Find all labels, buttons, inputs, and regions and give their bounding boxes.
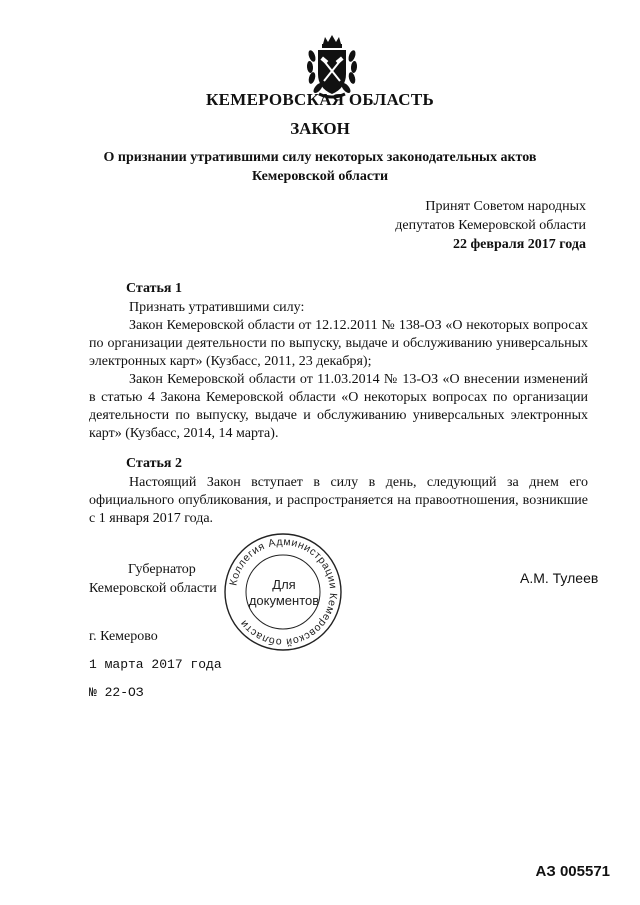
document-type: ЗАКОН	[290, 119, 350, 138]
signatory-name: А.М. Тулеев	[520, 570, 599, 586]
article-1-heading: Статья 1	[126, 281, 182, 296]
article-1-paragraph: Признать утратившими силу:	[129, 300, 305, 315]
region-heading: КЕМЕРОВСКАЯ ОБЛАСТЬ	[206, 90, 434, 109]
article-1-paragraph: Закон Кемеровской области от 12.12.2011 № 138-ОЗ «О некоторых вопросах по организации деятельности по выпуску, выдаче и обслуживанию универсальных электронных карт» (Кузбасс, 2011, 23 декабря);	[89, 318, 588, 369]
signatory-title-line-2: Кемеровской области	[89, 581, 217, 596]
adoption-line-1: Принят Советом народных	[425, 199, 586, 214]
stamp-center-line-1: Для	[272, 577, 296, 592]
adoption-date: 22 февраля 2017 года	[453, 237, 586, 252]
signing-date: 1 марта 2017 года	[89, 657, 222, 672]
law-title-line-2: Кемеровской области	[251, 169, 389, 184]
adoption-line-2: депутатов Кемеровской области	[395, 218, 586, 233]
law-title-line-1: О признании утратившими силу некоторых законодательных актов	[103, 150, 537, 165]
adoption-block	[286, 197, 586, 254]
stamp-center-line-2: документов	[248, 593, 320, 608]
city: г. Кемерово	[89, 629, 158, 644]
signatory-title-line-1: Губернатор	[128, 562, 196, 577]
law-title	[60, 148, 580, 186]
article-2-heading: Статья 2	[126, 456, 182, 471]
article-2-paragraph: Настоящий Закон вступает в силу в день, следующий за днем его официального опубликования, и распространяется на правоотношения, возникшие с 1 января 2017 года.	[89, 475, 588, 526]
stamp-center-text	[240, 577, 328, 609]
stamp-ring-text: Коллегия Администрации Кемеровской области	[227, 535, 340, 649]
serial-number: АЗ 005571	[535, 863, 610, 880]
law-number: № 22-ОЗ	[89, 685, 144, 700]
article-1-paragraph: Закон Кемеровской области от 11.03.2014 № 13-ОЗ «О внесении изменений в статью 4 Закона Кемеровской области «О некоторых вопросах по организации деятельности по выпуску, выдаче и обслуживанию универсальных электронных карт» (Кузбасс, 2014, 14 марта).	[89, 372, 588, 441]
signatory-title	[89, 560, 217, 598]
